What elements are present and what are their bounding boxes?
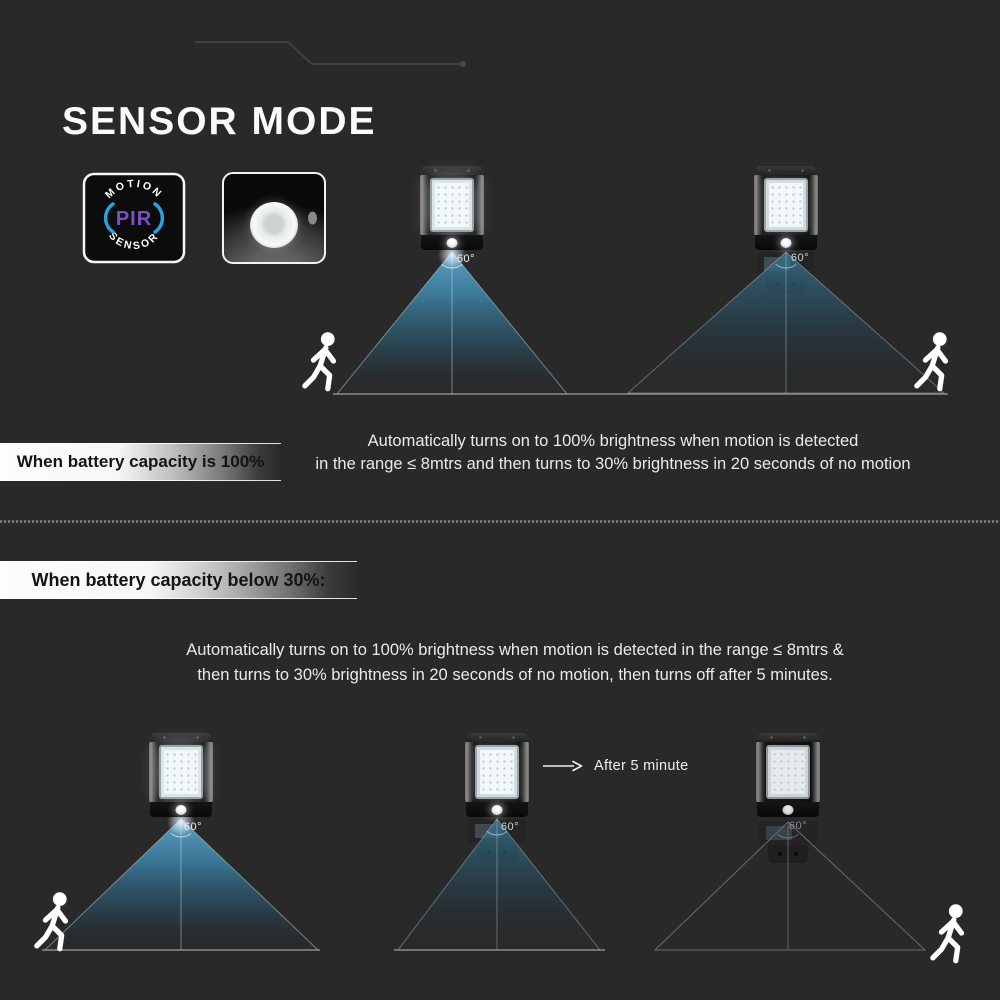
- cone-bottom-dim: [398, 819, 600, 950]
- pir-lens: [250, 202, 298, 248]
- badge-arc-bottom-label: SENSOR: [106, 229, 162, 253]
- pir-dome-icon: [781, 238, 792, 248]
- badge-center-label: PIR: [115, 208, 153, 230]
- street-lamp-full: [420, 166, 484, 250]
- led-panel: [430, 178, 474, 232]
- after-5-minute-label: After 5 minute: [594, 758, 689, 774]
- angle-label: 60°: [183, 821, 203, 833]
- pir-sensor-photo-badge: [222, 172, 326, 264]
- after-5-minute-annotation: [543, 758, 688, 774]
- battery-100-description: [285, 430, 941, 476]
- walking-person-icon: [37, 892, 67, 949]
- battery-100-label: When battery capacity is 100%: [16, 452, 265, 471]
- angle-label: 60°: [790, 252, 810, 264]
- pir-dome-icon: [492, 805, 503, 815]
- street-lamp-dim: [754, 166, 818, 250]
- description-line: Automatically turns on to 100% brightness when motion is detected in the range ≤ 8mtrs &: [186, 641, 844, 659]
- badge-arc-top-label: MOTION: [102, 177, 166, 202]
- battery-30-description: [105, 638, 925, 688]
- street-lamp-dim: [465, 733, 529, 817]
- led-panel: [764, 178, 808, 232]
- pir-dome-icon: [783, 805, 794, 815]
- walking-person-icon: [933, 904, 963, 961]
- page-title: SENSOR MODE: [62, 100, 377, 143]
- battery-30-label: When battery capacity below 30%:: [31, 569, 326, 590]
- led-panel: [159, 745, 203, 799]
- battery-100-bar: [0, 443, 281, 481]
- angle-label: 60°: [788, 820, 808, 832]
- cone-bottom-off: [655, 822, 925, 950]
- pir-side-dot: [308, 212, 317, 225]
- pir-dome-icon: [176, 805, 187, 815]
- motion-pir-sensor-badge: [82, 172, 186, 264]
- angle-label: 60°: [500, 821, 520, 833]
- street-lamp-off: [756, 733, 820, 817]
- angle-label: 60°: [456, 253, 476, 265]
- cone-top-full: [337, 241, 567, 394]
- led-panel: [766, 745, 810, 799]
- cone-bottom-full: [45, 808, 318, 950]
- right-arrow-icon: [543, 760, 583, 772]
- description-line: then turns to 30% brightness in 20 seconds of no motion, then turns off after 5 minutes.: [197, 666, 833, 684]
- cone-top-dim: [628, 252, 944, 393]
- street-lamp-full: [149, 733, 213, 817]
- decor-circuit-line: [195, 42, 466, 67]
- battery-30-bar: [0, 561, 357, 599]
- pir-dome-icon: [447, 238, 458, 248]
- description-line: in the range ≤ 8mtrs and then turns to 30% brightness in 20 seconds of no motion: [315, 455, 911, 473]
- walking-person-icon: [917, 332, 947, 389]
- description-line: Automatically turns on to 100% brightness when motion is detected: [367, 432, 859, 450]
- led-panel: [475, 745, 519, 799]
- walking-person-icon: [305, 332, 335, 389]
